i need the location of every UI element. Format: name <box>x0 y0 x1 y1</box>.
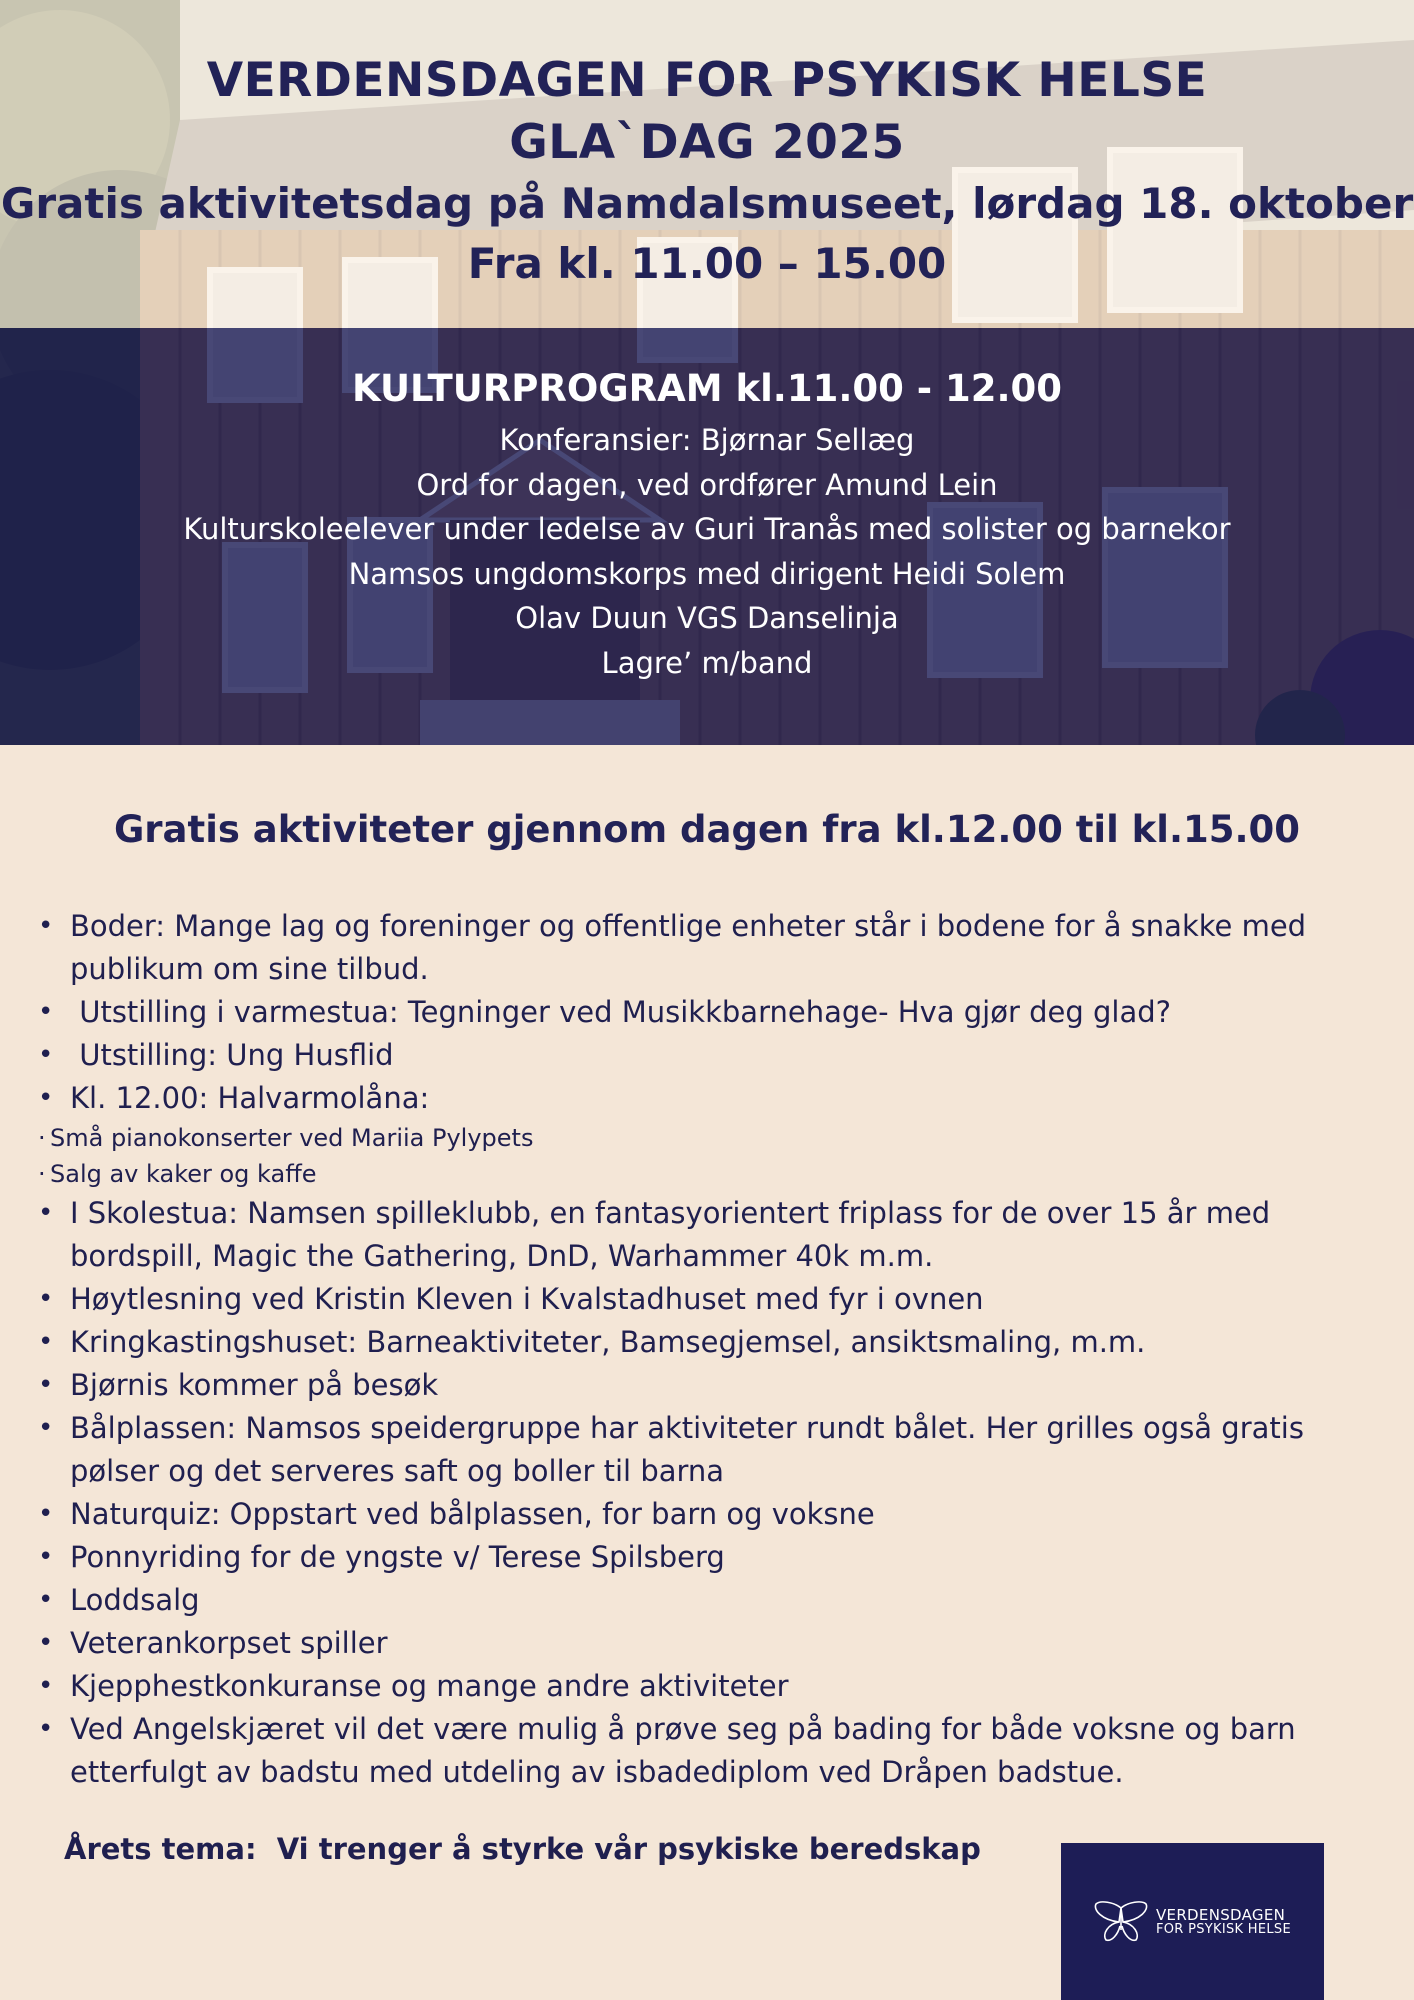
program-item: Konferansier: Bjørnar Sellæg <box>499 423 915 457</box>
list-item <box>30 1364 1370 1407</box>
bullet-icon: • <box>38 1083 54 1113</box>
sub-list-item <box>20 1156 1370 1192</box>
verdensdagen-logo <box>1061 1843 1324 2000</box>
list-item <box>30 1665 1370 1708</box>
list-item <box>30 905 1370 991</box>
bullet-icon: • <box>38 1040 54 1070</box>
activity-text: Veterankorpset spiller <box>70 1626 388 1660</box>
bullet-icon: • <box>38 911 54 941</box>
bullet-icon: • <box>38 1542 54 1572</box>
dot-icon: · <box>38 1160 46 1188</box>
dot-icon: · <box>38 1124 46 1152</box>
logo-text <box>1156 1907 1291 1937</box>
program-heading: KULTURPROGRAM kl.11.00 - 12.00 <box>351 367 1063 410</box>
program-item: Olav Duun VGS Danselinja <box>515 601 899 635</box>
bullet-icon: • <box>38 1585 54 1615</box>
list-item <box>30 1708 1370 1794</box>
activity-text: Boder: Mange lag og foreninger og offentlige enheter står i bodene for å snakke med publikum om sine tilbud. <box>70 909 1307 986</box>
logo-content <box>1092 1900 1291 1944</box>
halvarmolana-sub-list <box>30 1120 1370 1192</box>
bullet-icon: • <box>38 1198 54 1228</box>
sub-list <box>30 1120 1370 1192</box>
event-subtitle-year: GLA`DAG 2025 <box>509 115 905 170</box>
event-time: Fra kl. 11.00 – 15.00 <box>467 239 947 288</box>
list-item <box>30 1034 1370 1077</box>
bullet-icon: • <box>38 1499 54 1529</box>
activity-text: Høytlesning ved Kristin Kleven i Kvalstadhuset med fyr i ovnen <box>70 1282 984 1316</box>
logo-line-1: VERDENSDAGEN <box>1156 1905 1286 1924</box>
activity-text: Bjørnis kommer på besøk <box>70 1368 439 1402</box>
bullet-icon: • <box>38 1628 54 1658</box>
bullet-icon: • <box>38 1370 54 1400</box>
bullet-icon: • <box>38 1327 54 1357</box>
list-item <box>30 1407 1370 1493</box>
bullet-icon: • <box>38 997 54 1027</box>
activity-text: Kjepphestkonkuranse og mange andre aktiviteter <box>70 1669 789 1703</box>
activity-text: Kringkastingshuset: Barneaktiviteter, Bamsegjemsel, ansiktsmaling, m.m. <box>70 1325 1146 1359</box>
activity-text: Bålplassen: Namsos speidergruppe har aktiviteter rundt bålet. Her grilles også gratis pølser og det serveres saft og boller til barna <box>70 1411 1304 1488</box>
list-item <box>30 1077 1370 1120</box>
list-item <box>30 1536 1370 1579</box>
culture-program <box>0 360 1414 685</box>
bullet-icon: • <box>38 1671 54 1701</box>
list-item <box>30 1622 1370 1665</box>
event-description: Gratis aktivitetsdag på Namdalsmuseet, lørdag 18. oktober <box>0 179 1414 228</box>
activity-text: Utstilling: Ung Husflid <box>70 1038 394 1072</box>
activities-heading: Gratis aktiviteter gjennom dagen fra kl.12.00 til kl.15.00 <box>113 808 1301 851</box>
activity-text: I Skolestua: Namsen spilleklubb, en fantasyorientert friplass for de over 15 år med bordspill, Magic the Gathering, DnD, Warhammer 40k m.m. <box>70 1196 1271 1273</box>
butterfly-icon <box>1092 1900 1150 1944</box>
activity-text: Naturquiz: Oppstart ved bålplassen, for barn og voksne <box>70 1497 875 1531</box>
activity-text: Utstilling i varmestua: Tegninger ved Musikkbarnehage- Hva gjør deg glad? <box>70 995 1172 1029</box>
activity-text: Ved Angelskjæret vil det være mulig å prøve seg på bading for både voksne og barn etterfulgt av badstu med utdeling av isbadediplom ved Dråpen badstue. <box>70 1712 1296 1789</box>
list-item <box>30 1321 1370 1364</box>
program-item: Kulturskoleelever under ledelse av Guri Tranås med solister og barnekor <box>183 512 1231 546</box>
program-item: Namsos ungdomskorps med dirigent Heidi Solem <box>348 556 1066 591</box>
bullet-icon: • <box>38 1714 54 1744</box>
activities-list <box>30 905 1370 1794</box>
sub-list-item <box>20 1120 1370 1156</box>
event-title: VERDENSDAGEN FOR PSYKISK HELSE <box>206 53 1208 108</box>
annual-theme: Årets tema: Vi trenger å styrke vår psykiske beredskap <box>64 1832 981 1866</box>
activity-text: Ponnyriding for de yngste v/ Terese Spilsberg <box>70 1540 725 1574</box>
program-item: Lagre’ m/band <box>601 645 813 680</box>
activity-text: Kl. 12.00: Halvarmolåna: <box>70 1081 430 1115</box>
sub-activity-text: Små pianokonserter ved Mariia Pylypets <box>50 1124 534 1152</box>
list-item <box>30 1579 1370 1622</box>
logo-line-2: FOR PSYKISK HELSE <box>1156 1921 1291 1937</box>
sub-activity-text: Salg av kaker og kaffe <box>50 1160 317 1188</box>
bullet-icon: • <box>38 1413 54 1443</box>
list-item <box>30 1278 1370 1321</box>
list-item <box>30 991 1370 1034</box>
program-item: Ord for dagen, ved ordfører Amund Lein <box>416 467 998 502</box>
activity-text: Loddsalg <box>70 1583 200 1617</box>
list-item <box>30 1192 1370 1278</box>
header <box>0 50 1414 294</box>
bullet-icon: • <box>38 1284 54 1314</box>
list-item <box>30 1493 1370 1536</box>
